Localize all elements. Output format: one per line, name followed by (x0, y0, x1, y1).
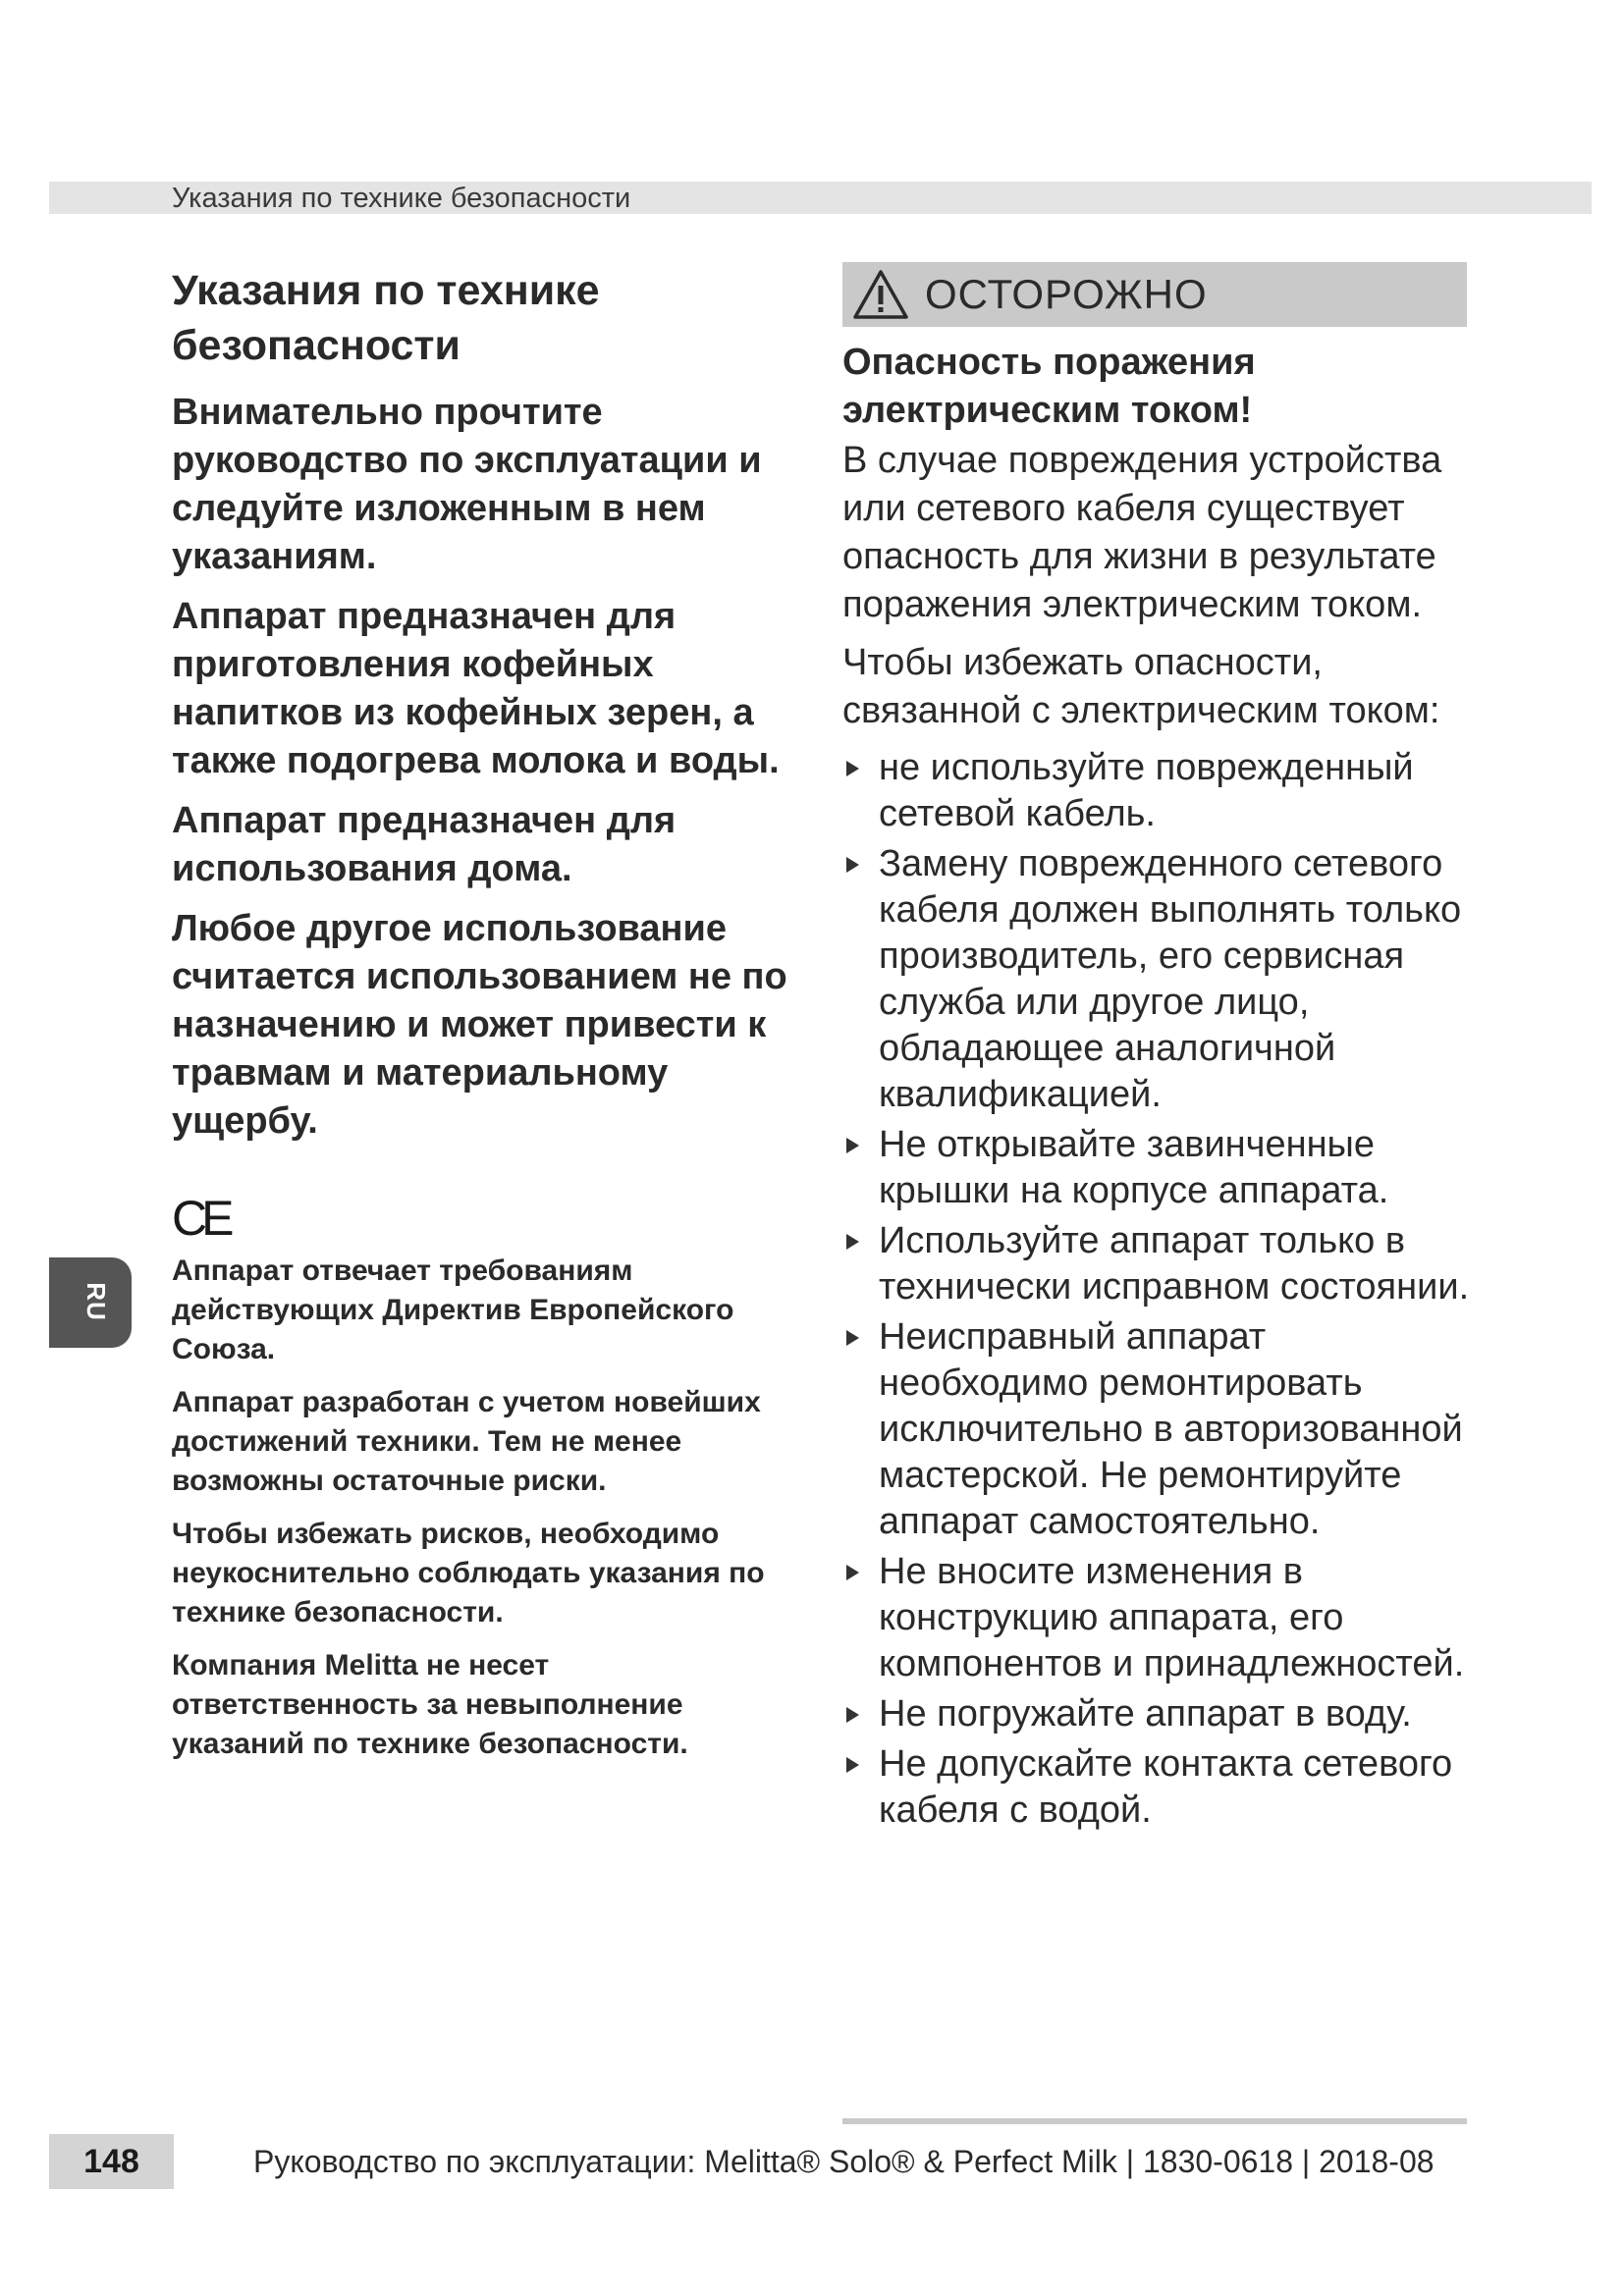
list-item (842, 745, 1471, 837)
bullet-arrow-icon (846, 1565, 859, 1580)
list-item (842, 841, 1471, 1118)
ce-paragraph-3: Чтобы избежать рисков, необходимо неукоснительно соблюдать указания по технике безопасности. (172, 1518, 765, 1629)
list-item (842, 1314, 1471, 1545)
list-item (842, 1741, 1471, 1834)
ce-paragraph-4: Компания Melitta не несет ответственность за невыполнение указаний по технике безопасности. (172, 1649, 688, 1760)
language-tab-label: RU (81, 1282, 112, 1321)
bullet-arrow-icon (846, 1138, 859, 1153)
hazard-title: Опасность поражения электрическим током! (842, 342, 1256, 431)
page-title: Указания по технике безопасности (172, 267, 600, 369)
safety-list (842, 745, 1471, 1834)
lead-paragraph-4: Любое другое использование считается использованием не по назначению и может привести к травмам и материальному ущербу. (172, 908, 787, 1142)
bullet-arrow-icon (846, 857, 859, 873)
list-item-text: Используйте аппарат только в технически исправном состоянии. (879, 1220, 1470, 1308)
hazard-paragraph-2: Чтобы избежать опасности, связанной с электрическим током: (842, 642, 1440, 731)
list-item (842, 1122, 1471, 1214)
list-item (842, 1691, 1471, 1737)
list-item-text: Не допускайте контакта сетевого кабеля с водой. (879, 1743, 1453, 1831)
bullet-arrow-icon (846, 1707, 859, 1723)
warning-box (842, 262, 1467, 327)
page-number: 148 (83, 2142, 139, 2180)
lead-paragraph-3: Аппарат предназначен для использования дома. (172, 800, 677, 889)
running-header: Указания по технике безопасности (172, 183, 631, 214)
list-item-text: Неисправный аппарат необходимо ремонтировать исключительно в авторизованной мастерской. Не ремонтируйте аппарат самостоятельно. (879, 1316, 1463, 1542)
warning-bottom-rule (842, 2118, 1467, 2124)
bullet-arrow-icon (846, 1330, 859, 1346)
footer-text: Руководство по эксплуатации: Melitta® Solo® & Perfect Milk | 1830-0618 | 2018-08 (253, 2144, 1435, 2179)
list-item-text: не используйте поврежденный сетевой кабель. (879, 747, 1414, 834)
list-item-text: Не открывайте завинченные крышки на корпусе аппарата. (879, 1124, 1389, 1211)
list-item (842, 1549, 1471, 1687)
left-column (172, 263, 800, 1778)
list-item-text: Замену поврежденного сетевого кабеля должен выполнять только производитель, его сервисная служба или другое лицо, обладающее аналогичной квалификацией. (879, 843, 1462, 1115)
bullet-arrow-icon (846, 1757, 859, 1773)
warning-label: ОСТОРОЖНО (925, 271, 1208, 317)
lead-paragraph-2: Аппарат предназначен для приготовления кофейных напитков из кофейных зерен, а также подогрева молока и воды. (172, 596, 780, 781)
hazard-paragraph-1: В случае повреждения устройства или сетевого кабеля существует опасность для жизни в результате поражения электрическим током. (842, 440, 1442, 625)
list-item (842, 1218, 1471, 1310)
lead-paragraph-1: Внимательно прочтите руководство по эксплуатации и следуйте изложенным в нем указаниям. (172, 392, 762, 577)
list-item-text: Не погружайте аппарат в воду. (879, 1693, 1412, 1735)
ce-paragraph-2: Аппарат разработан с учетом новейших достижений техники. Тем не менее возможны остаточные риски. (172, 1386, 761, 1497)
list-item-text: Не вносите изменения в конструкцию аппарата, его компонентов и принадлежностей. (879, 1551, 1465, 1684)
bullet-arrow-icon (846, 761, 859, 776)
warning-triangle-icon (852, 269, 909, 320)
right-column (842, 262, 1471, 1838)
ce-mark-icon: CE (172, 1191, 229, 1246)
ce-paragraph-1: Аппарат отвечает требованиям действующих Директив Европейского Союза. (172, 1255, 734, 1365)
bullet-arrow-icon (846, 1234, 859, 1250)
